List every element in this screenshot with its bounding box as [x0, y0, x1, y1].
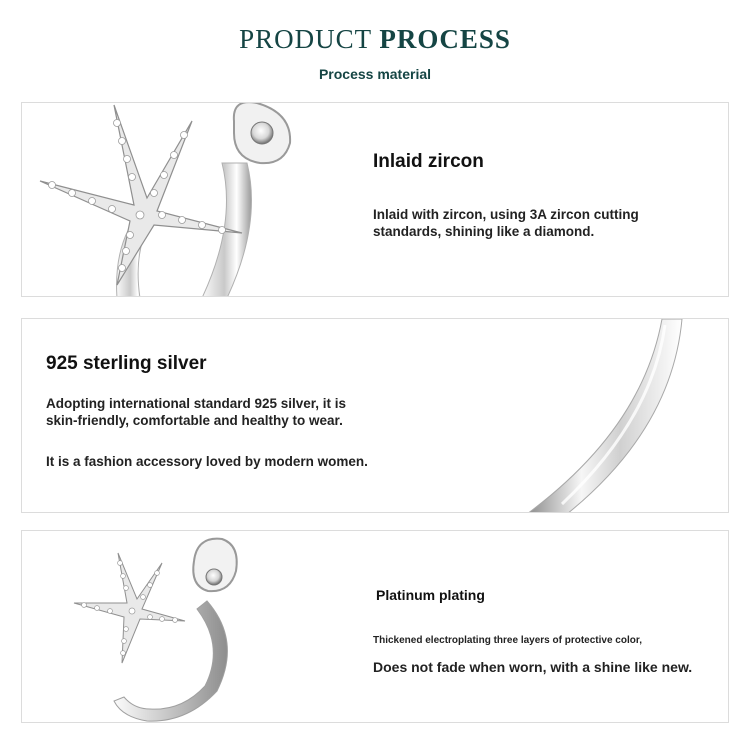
plating-small-text: Thickened electroplating three layers of protective color, — [373, 635, 642, 646]
page-title-part2: PROCESS — [379, 24, 511, 54]
starfish-ring-closeup-image — [22, 103, 729, 297]
page-title — [0, 24, 750, 55]
page-title-part1: PRODUCT — [239, 24, 372, 54]
starfish-ring-full-image — [22, 531, 729, 723]
silver-title: 925 sterling silver — [46, 353, 207, 374]
plating-description: Does not fade when worn, with a shine like new. — [373, 659, 693, 675]
silver-description: Adopting international standard 925 silver, it is skin-friendly, comfortable and healthy to wear. — [46, 396, 347, 428]
zircon-description: Inlaid with zircon, using 3A zircon cutting standards, shining like a diamond. — [373, 207, 639, 239]
zircon-title: Inlaid zircon — [373, 151, 484, 172]
feature-panel-zircon — [21, 102, 729, 297]
feature-panel-silver — [21, 318, 729, 513]
silver-description-2: It is a fashion accessory loved by modern women. — [46, 454, 368, 469]
plating-title: Platinum plating — [376, 587, 485, 603]
feature-panel-plating — [21, 530, 729, 723]
page-subtitle: Process material — [318, 66, 432, 82]
